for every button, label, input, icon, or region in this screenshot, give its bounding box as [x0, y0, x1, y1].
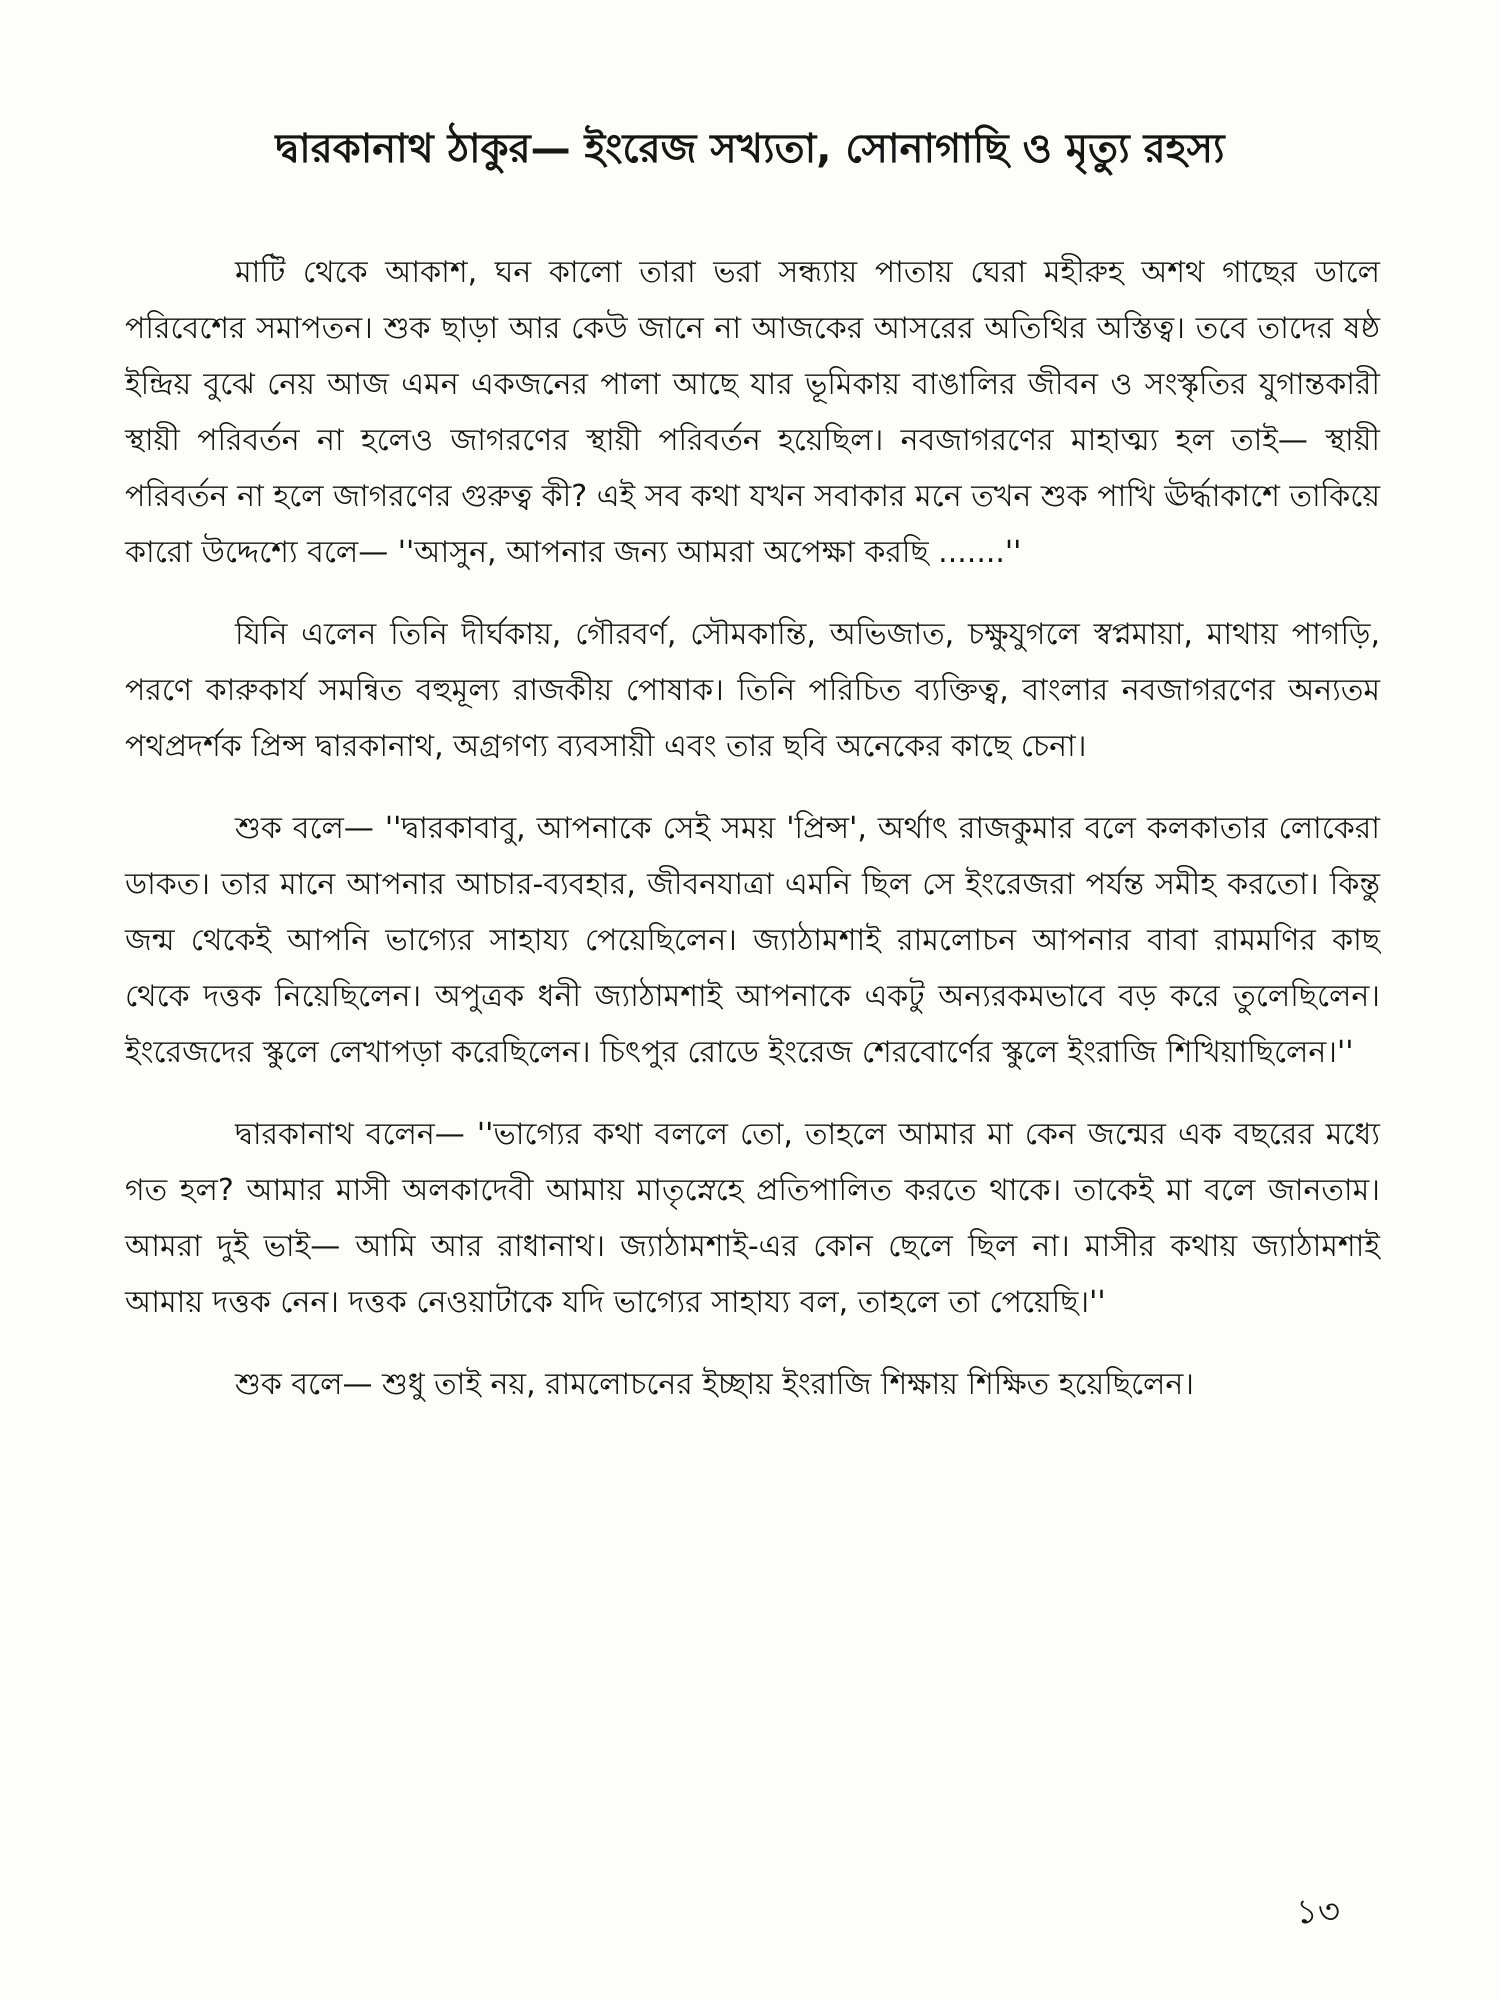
- body-text: [125, 245, 1380, 1439]
- paragraph-5: শুক বলে— শুধু তাই নয়, রামলোচনের ইচ্ছায় ইংরাজি শিক্ষায় শিক্ষিত হয়েছিলেন।: [235, 1367, 1195, 1402]
- paragraph-3: শুক বলে— ''দ্বারকাবাবু, আপনাকে সেই সময় 'প্রিন্স', অর্থাৎ রাজকুমার বলে কলকাতার লোকেরা ডাকত। তার মানে আপনার আচার-ব্যবহার, জীবনযাত্রা এমনি ছিল সে ইংরেজরা পর্যন্ত সমীহ করতো। কিন্তু জন্ম থেকেই আপনি ভাগ্যের সাহায্য পেয়েছিলেন। জ্যাঠামশাই রামলোচন আপনার বাবা রামমণির কাছ থেকে দত্তক নিয়েছিলেন। অপুত্রক ধনী জ্যাঠামশাই আপনাকে একটু অন্যরকমভাবে বড় করে তুলেছিলেন। ইংরেজদের স্কুলে লেখাপড়া করেছিলেন। চিৎপুর রোডে ইংরেজ শেরবোর্ণের স্কুলে ইংরাজি শিখিয়াছিলেন।'': [125, 811, 1380, 1070]
- chapter-title: দ্বারকানাথ ঠাকুর— ইংরেজ সখ্যতা, সোনাগাছি ও মৃত্যু রহস্য: [275, 125, 1225, 172]
- page-number: ১৩: [1295, 1892, 1340, 1932]
- paragraph-4: দ্বারকানাথ বলেন— ''ভাগ্যের কথা বললে তো, তাহলে আমার মা কেন জন্মের এক বছরের মধ্যে গত হল? আমার মাসী অলকাদেবী আমায় মাতৃস্নেহে প্রতিপালিত করতে থাকে। তাকেই মা বলে জানতাম। আমরা দুই ভাই— আমি আর রাধানাথ। জ্যাঠামশাই-এর কোন ছেলে ছিল না। মাসীর কথায় জ্যাঠামশাই আমায় দত্তক নেন। দত্তক নেওয়াটাকে যদি ভাগ্যের সাহায্য বল, তাহলে তা পেয়েছি।'': [125, 1117, 1380, 1320]
- paragraph-1: মাটি থেকে আকাশ, ঘন কালো তারা ভরা সন্ধ্যায় পাতায় ঘেরা মহীরুহ অশথ গাছের ডালে পরিবেশের সমাপতন। শুক ছাড়া আর কেউ জানে না আজকের আসরের অতিথির অস্তিত্ব। তবে তাদের ষষ্ঠ ইন্দ্রিয় বুঝে নেয় আজ এমন একজনের পালা আছে যার ভূমিকায় বাঙালির জীবন ও সংস্কৃতির যুগান্তকারী স্থায়ী পরিবর্তন না হলেও জাগরণের স্থায়ী পরিবর্তন হয়েছিল। নবজাগরণের মাহাত্ম্য হল তাই— স্থায়ী পরিবর্তন না হলে জাগরণের গুরুত্ব কী? এই সব কথা যখন সবাকার মনে তখন শুক পাখি ঊর্দ্ধাকাশে তাকিয়ে কারো উদ্দেশ্যে বলে— ''আসুন, আপনার জন্য আমরা অপেক্ষা করছি .......'': [125, 255, 1380, 570]
- paragraph-2: যিনি এলেন তিনি দীর্ঘকায়, গৌরবর্ণ, সৌমকান্তি, অভিজাত, চক্ষুযুগলে স্বপ্নমায়া, মাথায় পাগড়ি, পরণে কারুকার্য সমন্বিত বহুমূল্য রাজকীয় পোষাক। তিনি পরিচিত ব্যক্তিত্ব, বাংলার নবজাগরণের অন্যতম পথপ্রদর্শক প্রিন্স দ্বারকানাথ, অগ্রগণ্য ব্যবসায়ী এবং তার ছবি অনেকের কাছে চেনা।: [125, 617, 1380, 764]
